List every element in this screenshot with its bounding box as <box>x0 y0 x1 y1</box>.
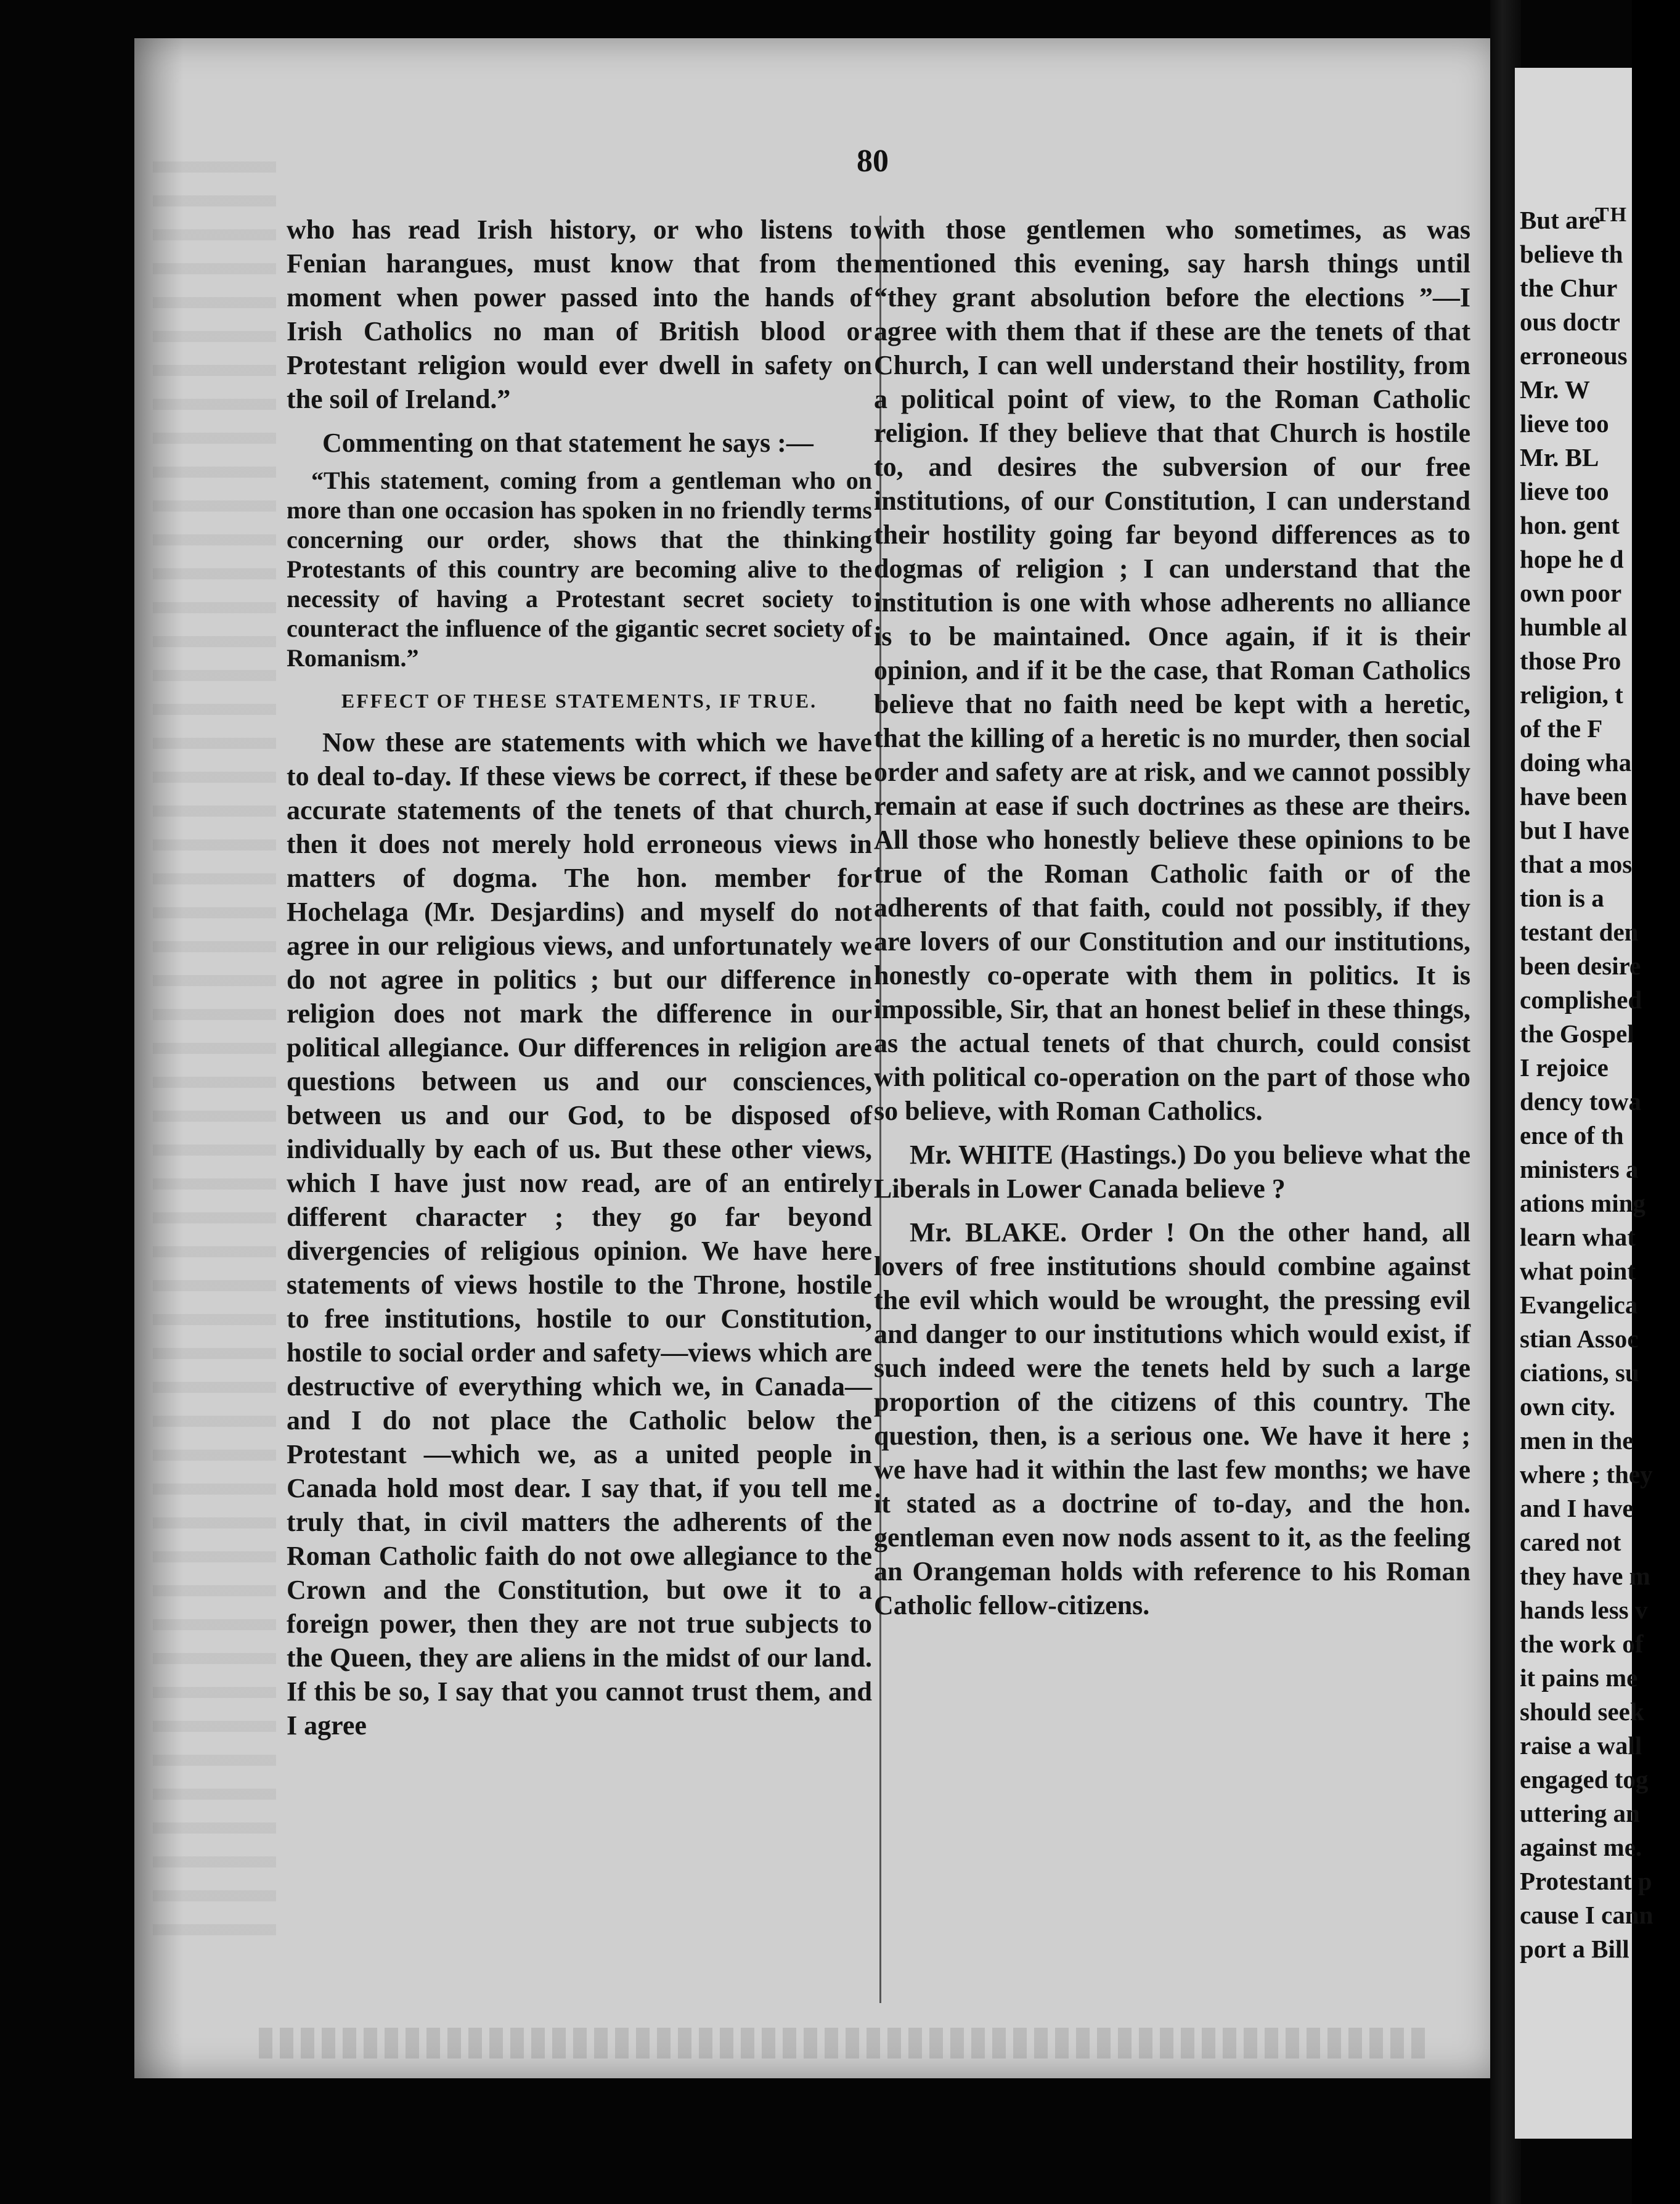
adjacent-line: of the F <box>1520 714 1603 743</box>
left-column <box>287 213 872 1742</box>
left-paragraph-1: who has read Irish history, or who listens to Fenian harangues, must know that from the moment when power passed into the hands of Irish Catholics no man of British blood or Protestant religion would ever dwell in safety on the soil of Ireland.” <box>287 214 872 414</box>
adjacent-page-header: TH <box>1595 203 1628 226</box>
adjacent-page <box>1515 68 1653 2139</box>
adjacent-line: but I have <box>1520 816 1629 844</box>
adjacent-line: have been <box>1520 782 1628 810</box>
adjacent-line: hands less v <box>1520 1596 1648 1624</box>
right-paragraph-2: Mr. WHITE (Hastings.) Do you believe what the Liberals in Lower Canada believe ? <box>874 1140 1470 1204</box>
adjacent-line: what point <box>1520 1257 1636 1285</box>
adjacent-line: against me. <box>1520 1833 1642 1861</box>
adjacent-line: Protestant p <box>1520 1867 1652 1895</box>
right-paragraph-3: Mr. BLAKE. Order ! On the other hand, all lovers of free institutions should combine against the evil which would be wrought, the pressing evil and danger to our institutions which would exist, if such indeed were the tenets held by such a large proportion of the citizens of this country. The question, then, is a serious one. We have it here ; we have had it within the last few months; we have it stated as a doctrine of to-day, and the hon. gentleman even now nods assent to it, as the feeling an Orangeman holds with reference to his Roman Catholic fellow-citizens. <box>874 1217 1470 1620</box>
adjacent-line: been desire <box>1520 952 1641 980</box>
right-column <box>874 213 1470 1622</box>
adjacent-line: port a Bill <box>1520 1935 1629 1963</box>
adjacent-line: own poor <box>1520 579 1622 607</box>
adjacent-line: raise a wall <box>1520 1731 1642 1760</box>
adjacent-line: the work of <box>1520 1630 1644 1658</box>
adjacent-line: hope he d <box>1520 545 1624 573</box>
adjacent-line: the Chur <box>1520 274 1618 302</box>
page-number: 80 <box>857 144 889 179</box>
footer-bleed-through <box>259 2028 1430 2059</box>
left-paragraph-2: Commenting on that statement he says :— <box>322 428 813 458</box>
adjacent-line: ence of th <box>1520 1121 1624 1149</box>
adjacent-line: lieve too <box>1520 409 1609 438</box>
left-paragraph-3: Now these are statements with which we have to deal to-day. If these views be correct, if these be accurate statements of the tenets of that church, then it does not merely hold erroneous views in matters of dogma. The hon. member for Hochelaga (Mr. Desjardins) and myself do not agree in our religious views, and unfortunately we do not agree in politics ; but our difference in religion does not mark the difference in our political allegiance. Our differences in religion are questions between us and our consciences, between us and our God, to be disposed of individually by each of us. But these other views, which I have just now read, are of an entirely different character ; they go far beyond divergencies of religious opinion. We have here statements of views hostile to the Throne, hostile to free institutions, hostile to our Constitution, hostile to social order and safety—views which are destructive of everything which we, in Canada—and I do not place the Catholic below the Protestant —which we, as a united people in Canada hold most dear. I say that, if you tell me truly that, in civil matters the adherents of the Roman Catholic faith do not owe allegiance to the Crown and the Constitution, but owe it to a foreign power, then they are not true subjects to the Queen, they are aliens in the midst of our land. If this be so, I say that you cannot trust them, and I agree <box>287 727 872 1741</box>
adjacent-line: those Pro <box>1520 647 1621 675</box>
adjacent-line: learn what <box>1520 1223 1636 1251</box>
adjacent-line: uttering an <box>1520 1799 1640 1827</box>
bleed-through-text <box>153 161 276 1949</box>
adjacent-line: believe th <box>1520 240 1623 268</box>
adjacent-line: doing wha <box>1520 748 1632 777</box>
adjacent-line: I rejoice <box>1520 1053 1609 1082</box>
adjacent-line: where ; they <box>1520 1460 1653 1488</box>
adjacent-line: that a mos <box>1520 850 1633 878</box>
section-heading: EFFECT OF THESE STATEMENTS, IF TRUE. <box>341 690 818 712</box>
adjacent-line: ministers a <box>1520 1155 1639 1183</box>
adjacent-line: lieve too <box>1520 477 1609 505</box>
adjacent-page-text <box>1520 203 1680 1966</box>
adjacent-line: tion is a <box>1520 884 1604 912</box>
adjacent-line: Mr. BL <box>1520 443 1599 471</box>
adjacent-line: they have m <box>1520 1562 1650 1590</box>
adjacent-line: Evangelica <box>1520 1291 1638 1319</box>
adjacent-line: humble al <box>1520 613 1628 641</box>
adjacent-line: cared not <box>1520 1528 1621 1556</box>
adjacent-line: But are <box>1520 206 1600 234</box>
block-quote: “This statement, coming from a gentleman who on more than one occasion has spoken in no friendly terms concerning our order, shows that the thinking Protestants of this country are becoming alive to the necessity of having a Protestant secret society to counteract the influence of the gigantic secret society of Romanism.” <box>287 467 872 672</box>
adjacent-line: erroneous <box>1520 341 1628 370</box>
adjacent-line: testant den <box>1520 918 1639 946</box>
adjacent-line: it pains me <box>1520 1663 1638 1692</box>
adjacent-line: stian Assoc <box>1520 1324 1639 1353</box>
adjacent-line: hon. gent <box>1520 511 1620 539</box>
right-paragraph-1: with those gentlemen who sometimes, as was mentioned this evening, say harsh things until “they grant absolution before the elections ”—I agree with them that if these are the tenets of that Church, I can well understand their hostility, from a political point of view, to the Roman Catholic religion. If they believe that that Church is hostile to, and desires the subversion of our free institutions, of our Constitution, I can understand their hostility going far beyond differences as to dogmas of religion ; I can understand that the institution is one with whose adherents no alliance is to be maintained. Once again, if it is their opinion, and if it be the case, that Roman Catholics believe that no faith need be kept with a heretic, that the killing of a heretic is no murder, then social order and safety are at risk, and we cannot possibly remain at ease if such doctrines as these are theirs. All those who honestly believe these opinions to be true of the Roman Catholic faith or of the adherents of that faith, could not possibly, if they are lovers of our Constitution and our institutions, honestly co-operate with them in politics. It is impossible, Sir, that an honest belief in these things, as the actual tenets of that church, could consist with political co-operation on the part of those who so believe, with Roman Catholics. <box>874 214 1470 1126</box>
adjacent-line: and I have <box>1520 1494 1634 1522</box>
adjacent-line: ous doctr <box>1520 308 1620 336</box>
adjacent-line: cause I cann <box>1520 1901 1653 1929</box>
adjacent-line: complished <box>1520 986 1642 1014</box>
adjacent-line: own city. <box>1520 1392 1615 1421</box>
adjacent-line: Mr. W <box>1520 375 1590 404</box>
adjacent-line: men in the <box>1520 1426 1634 1455</box>
adjacent-line: ciations, su <box>1520 1358 1639 1387</box>
adjacent-line: should seek <box>1520 1697 1644 1726</box>
adjacent-line: ations ming <box>1520 1189 1645 1217</box>
adjacent-line: dency towa <box>1520 1087 1642 1116</box>
adjacent-line: engaged tog <box>1520 1765 1649 1794</box>
adjacent-line: religion, t <box>1520 680 1623 709</box>
adjacent-line: the Gospel <box>1520 1019 1634 1048</box>
